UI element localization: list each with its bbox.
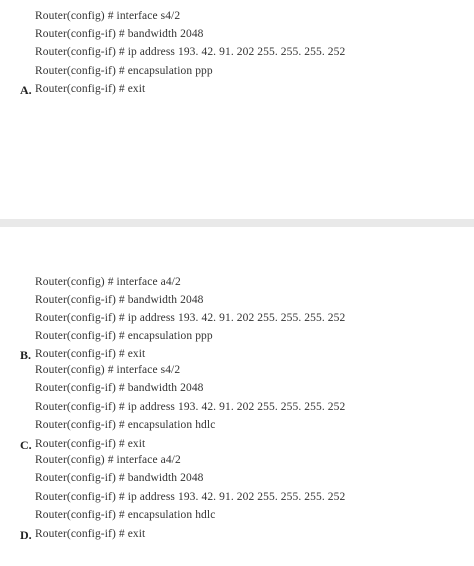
option-d-letter: D. xyxy=(20,528,32,542)
option-d-line-3: Router(config-if) # ip address 193. 42. 91. 202 255. 255. 255. 252 xyxy=(35,491,346,503)
option-b-line-5: Router(config-if) # exit xyxy=(35,348,146,360)
option-b-letter: B. xyxy=(20,348,32,362)
option-a-line-4: Router(config-if) # encapsulation ppp xyxy=(35,65,213,77)
option-d-line-2: Router(config-if) # bandwidth 2048 xyxy=(35,472,204,484)
option-b-line-3: Router(config-if) # ip address 193. 42. 91. 202 255. 255. 255. 252 xyxy=(35,312,346,324)
option-c-line-3: Router(config-if) # ip address 193. 42. 91. 202 255. 255. 255. 252 xyxy=(35,401,346,413)
option-a-line-1: Router(config) # interface s4/2 xyxy=(35,10,181,22)
option-a-line-3: Router(config-if) # ip address 193. 42. 91. 202 255. 255. 255. 252 xyxy=(35,46,346,58)
option-a-line-5: Router(config-if) # exit xyxy=(35,83,146,95)
option-c-letter: C. xyxy=(20,438,32,452)
option-c-line-2: Router(config-if) # bandwidth 2048 xyxy=(35,382,204,394)
option-d-line-5: Router(config-if) # exit xyxy=(35,528,146,540)
option-c-line-5: Router(config-if) # exit xyxy=(35,438,146,450)
option-a-line-2: Router(config-if) # bandwidth 2048 xyxy=(35,28,204,40)
option-b-line-1: Router(config) # interface a4/2 xyxy=(35,276,181,288)
option-d-line-4: Router(config-if) # encapsulation hdlc xyxy=(35,509,216,521)
option-b-line-2: Router(config-if) # bandwidth 2048 xyxy=(35,294,204,306)
option-c-line-4: Router(config-if) # encapsulation hdlc xyxy=(35,419,216,431)
option-a-letter: A. xyxy=(20,83,32,97)
option-d-line-1: Router(config) # interface a4/2 xyxy=(35,454,181,466)
section-divider xyxy=(0,219,474,227)
option-b-line-4: Router(config-if) # encapsulation ppp xyxy=(35,330,213,342)
option-c-line-1: Router(config) # interface s4/2 xyxy=(35,364,181,376)
